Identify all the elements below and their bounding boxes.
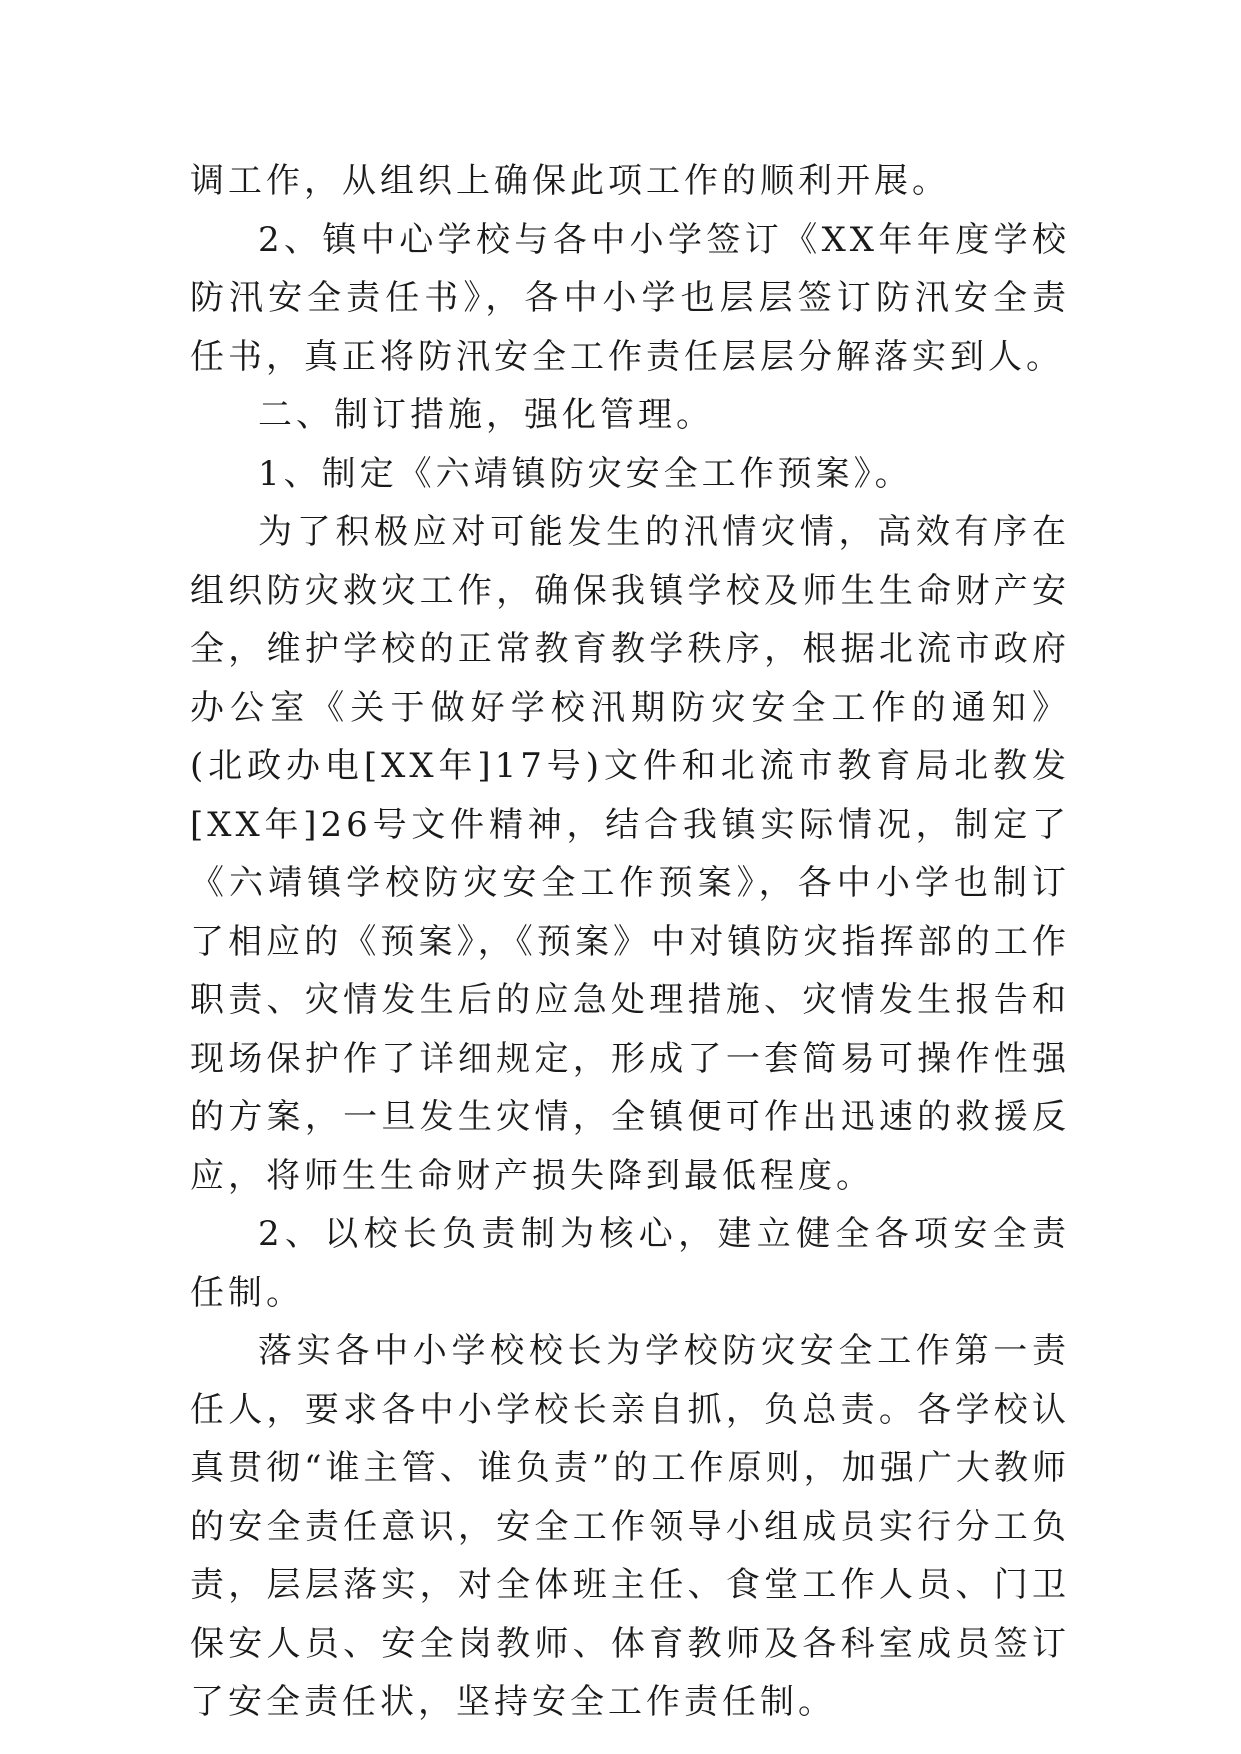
paragraph-4: 落实各中小学校校长为学校防灾安全工作第一责任人，要求各中小学校长亲自抓，负总责。各学校认真贯彻“谁主管、谁负责”的工作原则，加强广大教师的安全责任意识，安全工作领导小组成员实行分工负责，层层落实，对全体班主任、食堂工作人员、门卫保安人员、安全岗教师、体育教师及各科室成员签订了安全责任状，坚持安全工作责任制。 xyxy=(190,1331,1070,1722)
paragraph-2: 2、镇中心学校与各中小学签订《XX年年度学校防汛安全责任书》，各中小学也层层签订防汛安全责任书，真正将防汛安全工作责任层层分解落实到人。 xyxy=(190,219,1070,377)
document-body xyxy=(190,152,1070,1732)
subheading-2-2: 2、以校长负责制为核心，建立健全各项安全责任制。 xyxy=(190,1214,1070,1313)
subheading-2-1: 1、制定《六靖镇防灾安全工作预案》。 xyxy=(258,453,913,494)
section-heading-2: 二、制订措施，强化管理。 xyxy=(258,395,714,435)
paragraph-1: 调工作，从组织上确保此项工作的顺利开展。 xyxy=(190,161,950,201)
paragraph-3: 为了积极应对可能发生的汛情灾情，高效有序在组织防灾救灾工作，确保我镇学校及师生生命财产安全，维护学校的正常教育教学秩序，根据北流市政府办公室《关于做好学校汛期防灾安全工作的通知》(北政办电[XX年]17号)文件和北流市教育局北教发[XX年]26号文件精神，结合我镇实际情况，制定了《六靖镇学校防灾安全工作预案》，各中小学也制订了相应的《预案》，《预案》中对镇防灾指挥部的工作职责、灾情发生后的应急处理措施、灾情发生报告和现场保护作了详细规定，形成了一套简易可操作性强的方案，一旦发生灾情，全镇便可作出迅速的救援反应，将师生生命财产损失降到最低程度。 xyxy=(190,512,1070,1196)
